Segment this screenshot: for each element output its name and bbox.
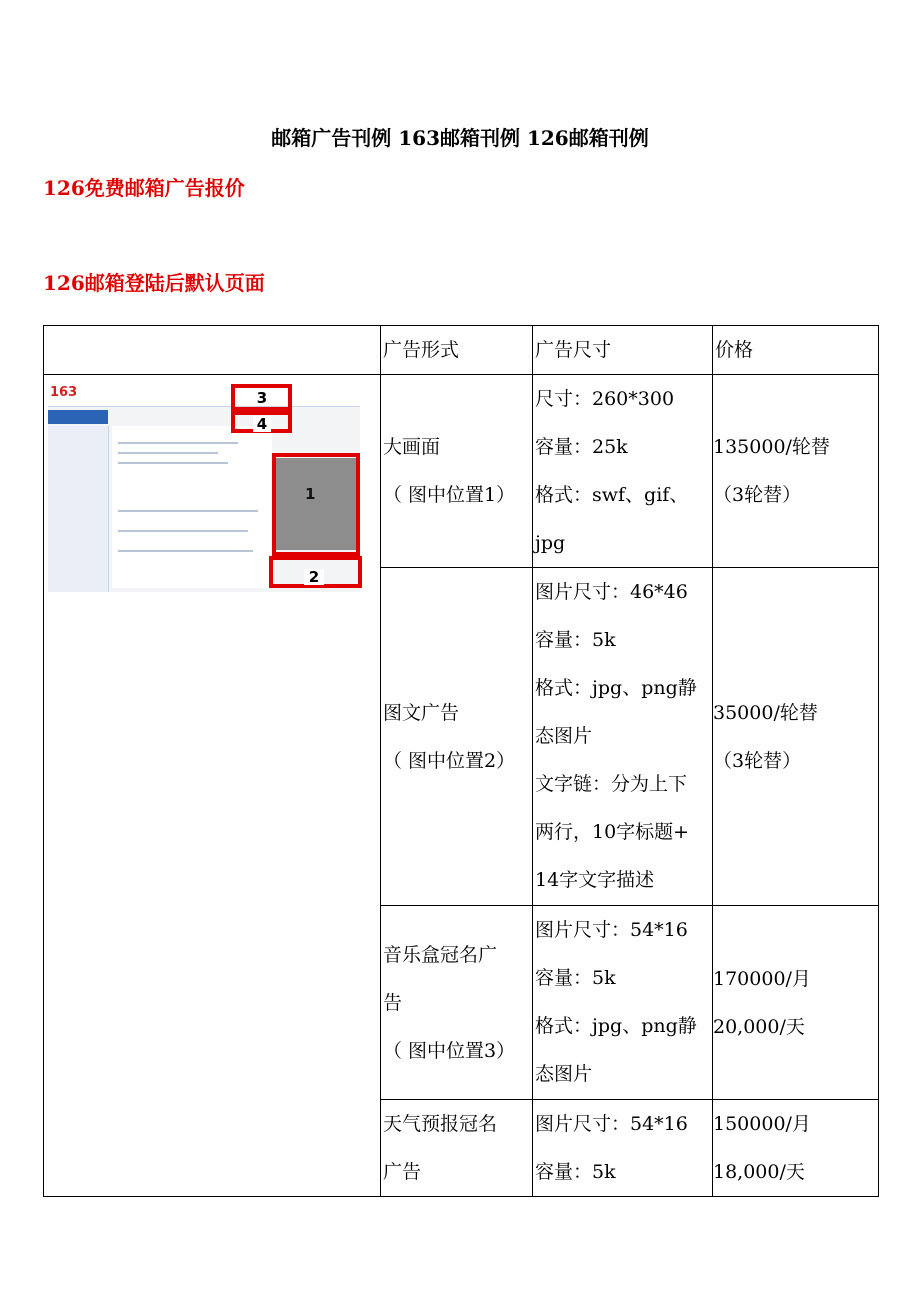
row1-size: 尺寸：260*300 容量：25k 格式：swf、gif、jpg	[533, 375, 713, 568]
row4-form: 天气预报冠名 广告	[381, 1100, 533, 1197]
price-heading: 126免费邮箱广告报价	[43, 176, 245, 200]
row2-form: 图文广告 （ 图中位置2）	[381, 568, 533, 906]
marker-label-3: 3	[253, 390, 271, 406]
mailbox-screenshot	[48, 380, 360, 592]
header-ad-size: 广告尺寸	[533, 326, 713, 375]
header-empty-cell	[44, 326, 381, 375]
row1-price: 135000/轮替 （3轮替）	[713, 375, 879, 568]
default-page-heading: 126邮箱登陆后默认页面	[43, 271, 265, 295]
row1-form: 大画面 （ 图中位置1）	[381, 375, 533, 568]
row3-form: 音乐盒冠名广 告 （ 图中位置3）	[381, 906, 533, 1100]
page-title: 邮箱广告刊例 163邮箱刊例 126邮箱刊例	[271, 126, 649, 150]
row2-size: 图片尺寸：46*46 容量：5k 格式：jpg、png静 态图片 文字链：分为上下 两行，10字标题+ 14字文字描述	[533, 568, 713, 906]
table-row	[44, 375, 879, 568]
row3-size: 图片尺寸：54*16 容量：5k 格式：jpg、png静 态图片	[533, 906, 713, 1100]
mailbox-screenshot-cell	[44, 375, 381, 1197]
marker-box-1	[272, 453, 360, 556]
mail-logo: 163	[50, 385, 78, 400]
header-ad-form: 广告形式	[381, 326, 533, 375]
row3-price: 170000/月 20,000/天	[713, 906, 879, 1100]
ad-price-table	[43, 325, 879, 1197]
marker-label-4: 4	[253, 416, 271, 432]
row4-price: 150000/月 18,000/天	[713, 1100, 879, 1197]
header-price: 价格	[713, 326, 879, 375]
row2-price: 35000/轮替 （3轮替）	[713, 568, 879, 906]
table-header-row	[44, 326, 879, 375]
marker-label-2: 2	[304, 569, 324, 585]
row4-size: 图片尺寸：54*16 容量：5k	[533, 1100, 713, 1197]
marker-label-1: 1	[305, 485, 316, 503]
